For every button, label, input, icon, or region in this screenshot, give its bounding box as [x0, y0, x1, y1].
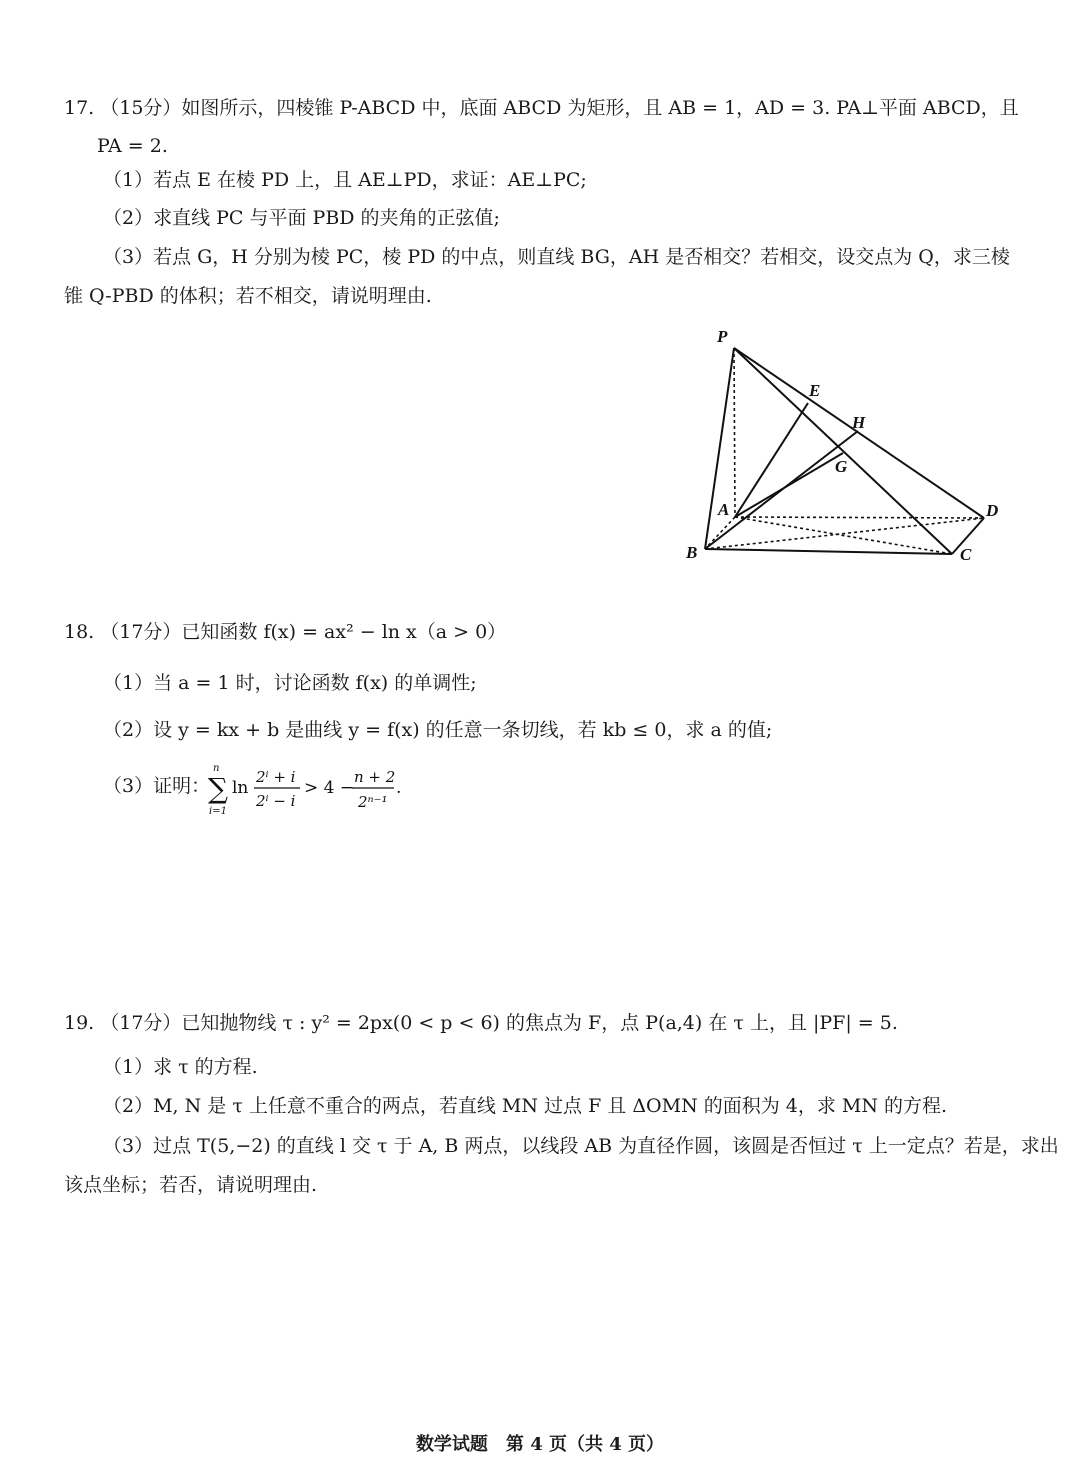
edge-PD [734, 348, 984, 518]
fraction2-numerator: n + 2 [354, 768, 396, 786]
q19-part3-line1: （3）过点 T(5,−2) 的直线 l 交 τ 于 A, B 两点，以线段 AB 为直径作圆，该圆是否恒过 τ 上一定点？若是，求出 [103, 1135, 1059, 1157]
rhs-text: > 4 − [304, 778, 355, 798]
fraction2-denominator: 2ⁿ⁻¹ [358, 793, 388, 811]
q18-stem: 18. （17分）已知函数 f(x) = ax² − ln x（a > 0） [64, 621, 507, 643]
label-D: D [986, 501, 999, 520]
label-H: H [852, 413, 866, 432]
q19-part3-line2: 该点坐标；若否，请说明理由. [64, 1174, 318, 1196]
q18-part2: （2）设 y = kx + b 是曲线 y = f(x) 的任意一条切线，若 kb ≤ 0，求 a 的值; [103, 719, 773, 741]
q17-part1: （1）若点 E 在棱 PD 上，且 AE⊥PD，求证：AE⊥PC; [103, 169, 587, 191]
sigma-symbol: ∑ [208, 772, 228, 805]
q19-part1: （1）求 τ 的方程. [103, 1056, 258, 1078]
page-footer: 数学试题 第 4 页（共 4 页） [415, 1434, 665, 1455]
edge-BC [705, 549, 952, 554]
q17-part3-line2: 锥 Q-PBD 的体积；若不相交，请说明理由. [64, 285, 432, 307]
q18-part3-prefix: （3）证明： [103, 775, 211, 797]
fraction1-denominator: 2ⁱ − i [256, 792, 296, 810]
label-E: E [809, 381, 821, 400]
q19-stem: 19. （17分）已知抛物线 τ : y² = 2px(0 < p < 6) 的焦点为 F，点 P(a,4) 在 τ 上，且 |PF| = 5. [64, 1012, 898, 1034]
final-period: . [396, 778, 402, 798]
label-G: G [835, 457, 848, 476]
label-B: B [686, 543, 698, 562]
edge-PA [734, 348, 735, 517]
label-C: C [960, 545, 972, 564]
segment-AG [735, 453, 843, 517]
q17-stem-line2: PA = 2. [97, 135, 168, 157]
fraction1-numerator: 2ⁱ + i [256, 768, 296, 786]
label-P: P [717, 327, 728, 346]
label-A: A [718, 500, 730, 519]
q17-stem-line1: 17. （15分）如图所示，四棱锥 P-ABCD 中，底面 ABCD 为矩形，且 AB = 1，AD = 3. PA⊥平面 ABCD，且 [64, 97, 1019, 119]
q19-part2: （2）M, N 是 τ 上任意不重合的两点，若直线 MN 过点 F 且 ΔOMN 的面积为 4，求 MN 的方程. [103, 1095, 948, 1117]
q18-part1: （1）当 a = 1 时，讨论函数 f(x) 的单调性; [103, 672, 477, 694]
pyramid-figure [672, 318, 1012, 573]
summation-inequality [208, 760, 408, 820]
q17-part3-line1: （3）若点 G，H 分别为棱 PC，棱 PD 的中点，则直线 BG，AH 是否相交？若相交，设交点为 Q，求三棱 [103, 246, 1010, 268]
ln-symbol: ln [232, 778, 249, 798]
sum-lower-limit: i=1 [209, 806, 227, 817]
sum-upper-limit: n [213, 763, 220, 774]
q17-part2: （2）求直线 PC 与平面 PBD 的夹角的正弦值; [103, 207, 500, 229]
segment-AE [735, 403, 808, 517]
edge-AD [735, 517, 984, 518]
